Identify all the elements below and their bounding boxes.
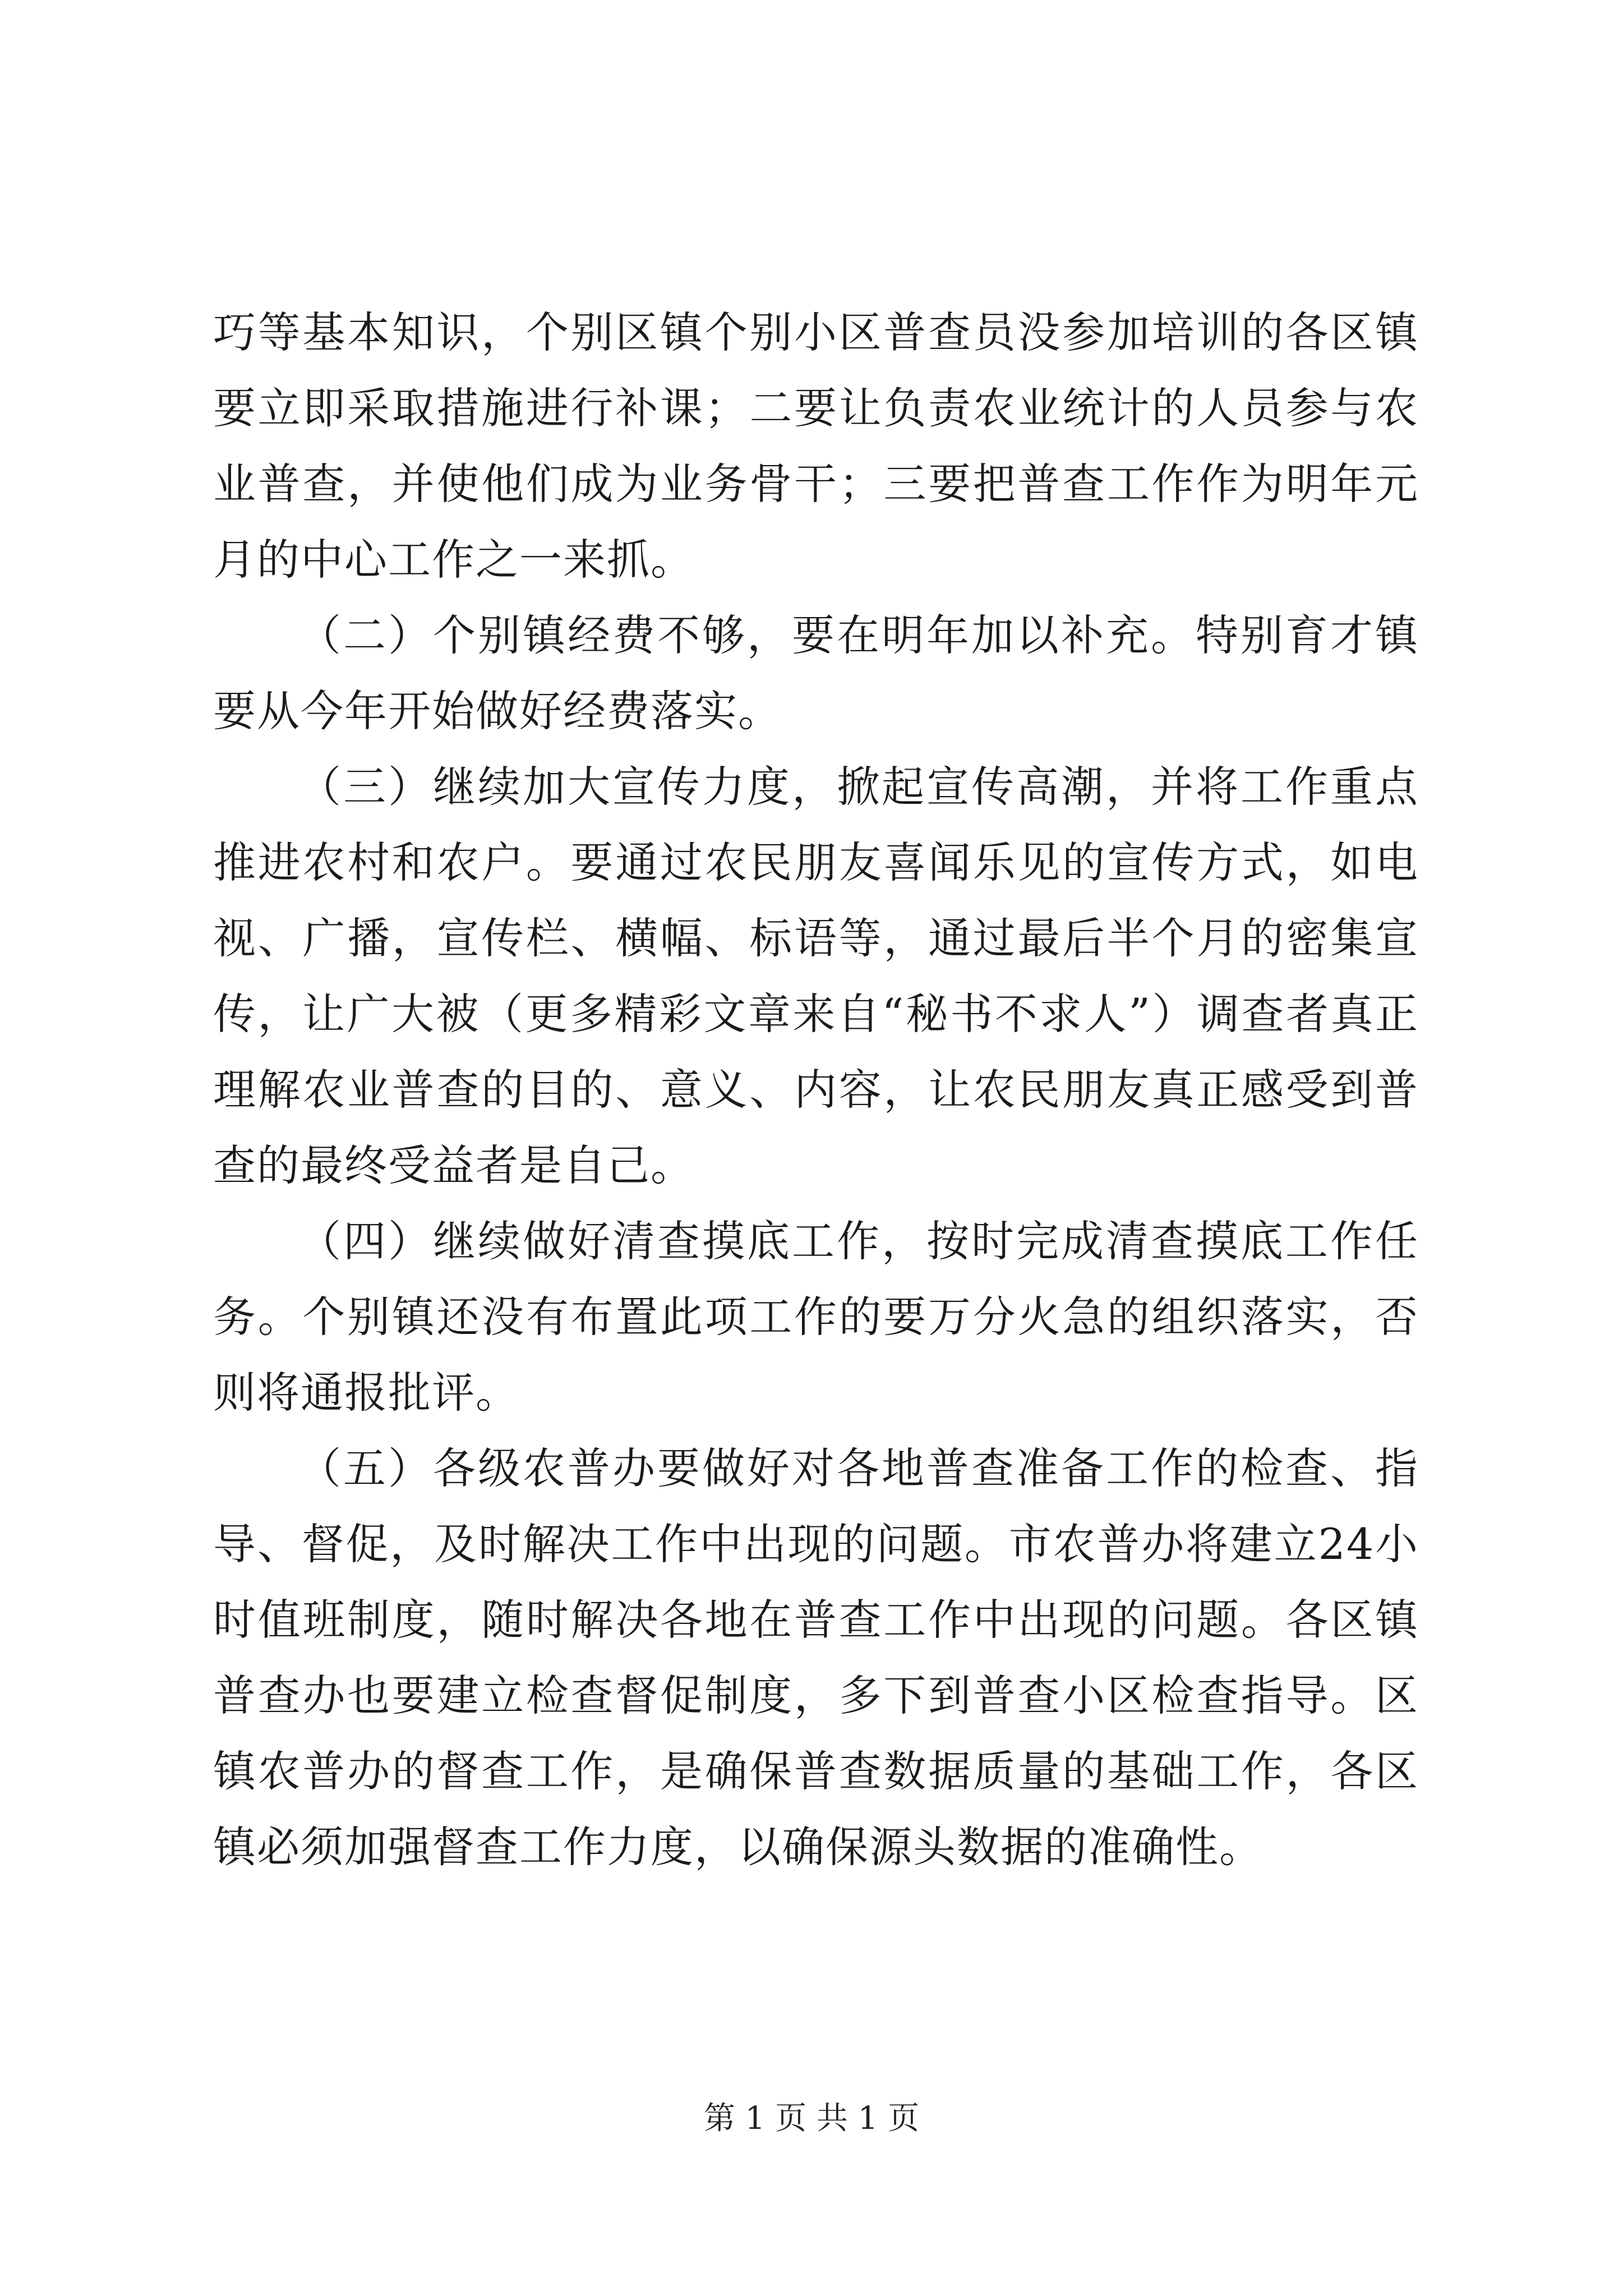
paragraph-item-5: （五）各级农普办要做好对各地普查准备工作的检查、指导、督促，及时解决工作中出现的问题。市农普办将建立24小时值班制度，随时解决各地在普查工作中出现的问题。各区镇普查办也要建立检查督促制度，多下到普查小区检查指导。区镇农普办的督查工作，是确保普查数据质量的基础工作，各区镇必须加强督查工作力度，以确保源头数据的准确性。 — [213, 1443, 1419, 1872]
document-body — [213, 295, 1419, 1885]
paragraph-item-3: （三）继续加大宣传力度，掀起宣传高潮，并将工作重点推进农村和农户。要通过农民朋友喜闻乐见的宣传方式，如电视、广播，宣传栏、横幅、标语等，通过最后半个月的密集宣传，让广大被（更多精彩文章来自“秘书不求人”）调查者真正理解农业普查的目的、意义、内容，让农民朋友真正感受到普查的最终受益者是自己。 — [213, 762, 1419, 1190]
page-number-footer: 第 1 页 共 1 页 — [703, 2100, 920, 2137]
paragraph-continuation: 巧等基本知识，个别区镇个别小区普查员没参加培训的各区镇要立即采取措施进行补课；二要让负责农业统计的人员参与农业普查，并使他们成为业务骨干；三要把普查工作作为明年元月的中心工作之一来抓。 — [213, 307, 1419, 585]
paragraph-item-4: （四）继续做好清查摸底工作，按时完成清查摸底工作任务。个别镇还没有布置此项工作的要万分火急的组织落实，否则将通报批评。 — [213, 1216, 1419, 1418]
paragraph-item-2: （二）个别镇经费不够，要在明年加以补充。特别育才镇要从今年开始做好经费落实。 — [213, 610, 1419, 736]
